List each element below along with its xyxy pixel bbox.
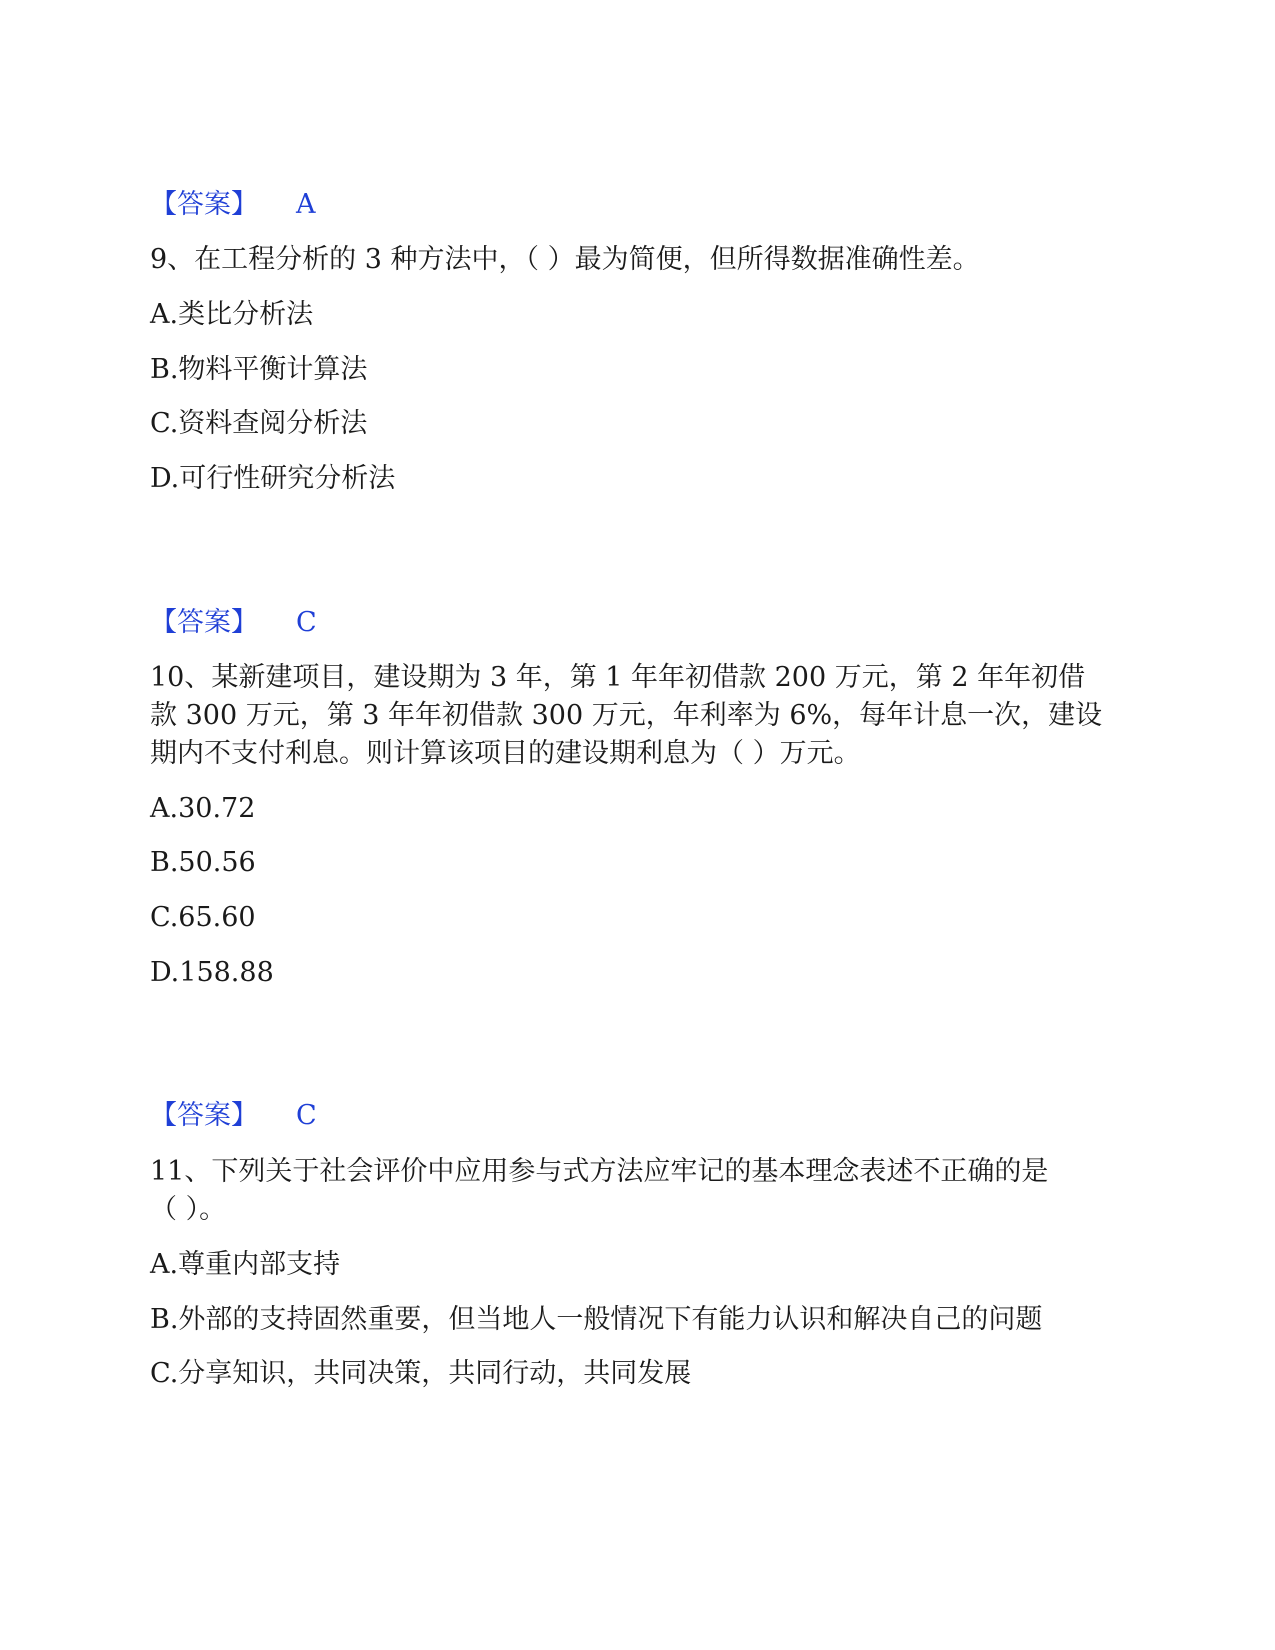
answer-value: C [296,1100,317,1131]
question-text: 10、某新建项目，建设期为 3 年，第 1 年年初借款 200 万元，第 2 年年初借 [150,662,1086,693]
question-text: 期内不支付利息。则计算该项目的建设期利息为（ ）万元。 [150,738,861,769]
answer-row [150,1097,317,1135]
option-b: B.50.56 [150,847,256,878]
question-text: 款 300 万元，第 3 年年初借款 300 万元，年利率为 6%，每年计息一次，建设 [150,700,1103,731]
answer-value: A [296,189,316,220]
question-text: 9、在工程分析的 3 种方法中，（ ）最为简便，但所得数据准确性差。 [150,244,980,275]
option-c: C.65.60 [150,902,256,933]
option-b: B.外部的支持固然重要，但当地人一般情况下有能力认识和解决自己的问题 [150,1304,1043,1335]
answer-row [150,186,316,224]
option-b: B.物料平衡计算法 [150,354,368,385]
option-a: A.尊重内部支持 [150,1249,341,1280]
answer-label: 【答案】 [150,607,258,638]
question-text: 11、下列关于社会评价中应用参与式方法应牢记的基本理念表述不正确的是 [150,1156,1049,1187]
question-text: （ ）。 [150,1194,227,1225]
option-a: A.类比分析法 [150,299,314,330]
option-d: D.158.88 [150,957,274,988]
answer-row [150,604,317,642]
option-c: C.资料查阅分析法 [150,408,368,439]
option-d: D.可行性研究分析法 [150,463,396,494]
option-a: A.30.72 [150,793,256,824]
answer-label: 【答案】 [150,189,258,220]
answer-label: 【答案】 [150,1100,258,1131]
option-c: C.分享知识，共同决策，共同行动，共同发展 [150,1358,692,1389]
answer-value: C [296,607,317,638]
